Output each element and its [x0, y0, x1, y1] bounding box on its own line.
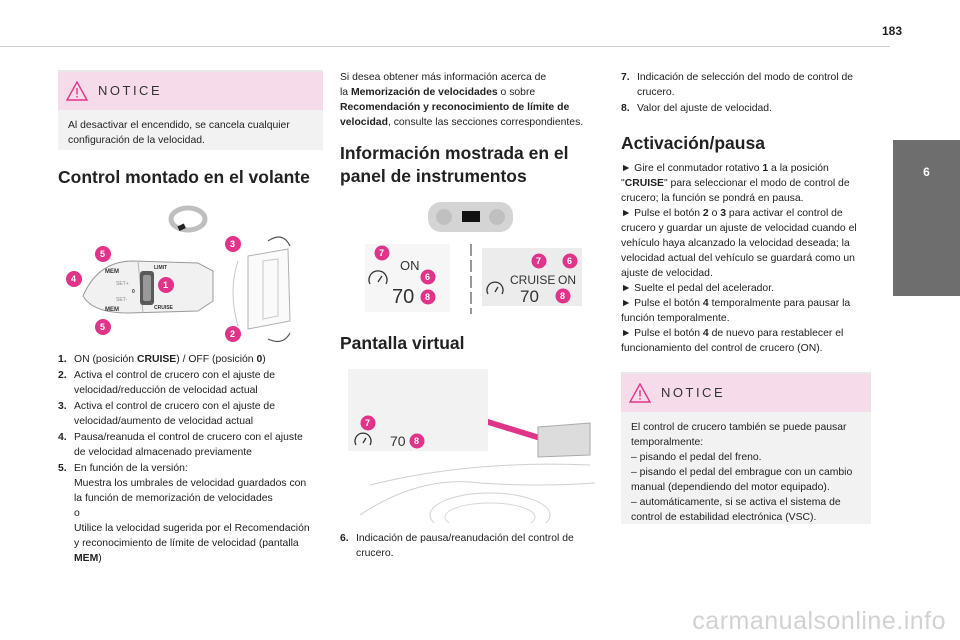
notice-line: – automáticamente, si se activa el sistema de [631, 497, 841, 508]
warning-icon [629, 383, 651, 403]
cluster-figure [340, 200, 602, 320]
activation-step-line: vehículo haya alcanzado la velocidad deseada; la [621, 238, 850, 249]
list-number: 7. [621, 72, 630, 83]
activation-step-line: ► Gire el conmutador rotativo 1 a la posición [621, 163, 829, 174]
hud-set-speed: 70 [390, 433, 406, 449]
svg-text:7: 7 [365, 418, 371, 428]
column-middle [340, 70, 602, 562]
list-text: Pausa/reanuda el control de crucero con el ajuste [74, 432, 303, 443]
set-speed-right: 70 [520, 287, 539, 306]
limit-label: LIMIT [154, 265, 168, 271]
list-text: Activa el control de crucero con el ajuste de [74, 370, 275, 381]
controls-list [58, 352, 323, 566]
list-number: 5. [58, 463, 67, 474]
section-heading: Activación/pausa [621, 133, 765, 153]
activation-step-line: velocidad actual del vehículo se guardará como un [621, 253, 855, 264]
callout-6-left [421, 270, 436, 285]
notice-line: El control de crucero también se puede pausar [631, 422, 847, 433]
list-text: crucero. [637, 87, 675, 98]
cruise-label: CRUISE [154, 305, 173, 311]
mem-label-top: MEM [105, 269, 119, 275]
chapter-number: 6 [923, 165, 930, 179]
intro-line: velocidad, consulte las secciones correspondientes. [340, 117, 584, 128]
intro-line: Si desea obtener más información acerca de [340, 72, 547, 83]
stalk-figure [58, 201, 323, 346]
list-text: Utilice la velocidad sugerida por el Recomendación [74, 523, 310, 534]
list-text: Indicación de pausa/reanudación del control de [356, 533, 574, 544]
activation-step-line: funcionamiento del control de crucero (ON). [621, 343, 823, 354]
svg-text:4: 4 [71, 274, 77, 284]
notice-body [621, 412, 871, 535]
svg-text:2: 2 [230, 329, 236, 339]
zero-label: 0 [132, 289, 135, 295]
svg-text:8: 8 [414, 436, 420, 446]
watermark: carmanualsonline.info [692, 607, 946, 635]
list-number: 3. [58, 401, 67, 412]
callout-8-hud [410, 434, 425, 449]
chapter-title: Conducción [913, 331, 928, 400]
callout-5-bottom [95, 319, 111, 335]
list-text: ON (posición CRUISE) / OFF (posición 0) [74, 354, 266, 365]
column-left [58, 70, 323, 567]
steering-stalk-illustration [58, 201, 323, 346]
list-text: En función de la versión: [74, 463, 188, 474]
instrument-cluster-illustration [340, 200, 602, 320]
cruise-mode-right: CRUISE [510, 273, 556, 287]
callout-8-left [421, 290, 436, 305]
activation-step-line: crucero y guardar un ajuste de velocidad cuando el [621, 223, 857, 234]
svg-text:6: 6 [567, 256, 573, 266]
list-text: velocidad/reducción de velocidad actual [74, 385, 258, 396]
notice-line: – pisando el pedal del freno. [631, 452, 762, 463]
stalk-side-view [233, 237, 290, 341]
list-text: crucero. [356, 548, 394, 559]
list-item [58, 430, 323, 460]
notice-line: control de estabilidad electrónica (VSC). [631, 512, 817, 523]
list-text: Activa el control de crucero con el ajuste de [74, 401, 275, 412]
callout-4 [66, 271, 82, 287]
warning-icon [66, 81, 88, 101]
callout-7-hud [361, 416, 376, 431]
intro-line: la Memorización de velocidades o sobre [340, 87, 536, 98]
list-item [58, 461, 323, 566]
svg-text:8: 8 [425, 292, 431, 302]
chapter-tab[interactable] [893, 140, 960, 400]
list-number: 2. [58, 370, 67, 381]
activation-step-line: ajuste de velocidad. [621, 268, 713, 279]
section-heading: Control montado en el volante [58, 167, 310, 187]
callout-8-right [556, 289, 571, 304]
list-text: Valor del ajuste de velocidad. [637, 103, 772, 114]
column-right [621, 70, 871, 524]
indicator-list [340, 531, 602, 561]
svg-text:3: 3 [230, 239, 236, 249]
notice-title: NOTICE [661, 385, 726, 400]
notice-line: Al desactivar el encendido, se cancela cualquier [68, 120, 290, 131]
activation-step-line: ► Pulse el botón 4 temporalmente para pausar la [621, 298, 851, 309]
list-number: 4. [58, 432, 67, 443]
callout-1 [158, 277, 174, 293]
list-number: 8. [621, 103, 630, 114]
list-text: Muestra los umbrales de velocidad guardados con [74, 478, 307, 489]
svg-text:6: 6 [425, 272, 431, 282]
notice-line: manual (dependiendo del motor equipado). [631, 482, 830, 493]
callout-5-top [95, 246, 111, 262]
set-speed-left: 70 [392, 286, 415, 308]
list-text: o [74, 508, 80, 519]
svg-text:8: 8 [560, 291, 566, 301]
steering-wheel-icon [171, 208, 205, 231]
list-text: MEM) [74, 553, 102, 564]
activation-step-line: función temporalmente. [621, 313, 730, 324]
callout-6-right [563, 254, 578, 269]
notice-line: configuración de la velocidad. [68, 135, 205, 146]
list-text: y reconocimiento de límite de velocidad (pantalla [74, 538, 299, 549]
section-heading: Información mostrada en el panel de instrumentos [340, 143, 569, 186]
notice-box [621, 372, 871, 524]
intro-paragraph [340, 70, 602, 130]
activation-step-line: crucero; la función se pondrá en pausa. [621, 193, 804, 204]
notice-box [58, 70, 323, 150]
list-text: Indicación de selección del modo de control de [637, 72, 854, 83]
list-item [621, 101, 871, 116]
cruise-status-right: ON [558, 273, 576, 287]
callout-7-right [532, 254, 547, 269]
list-number: 6. [340, 533, 349, 544]
cruise-status-left: ON [400, 258, 420, 273]
svg-text:7: 7 [379, 248, 385, 258]
header-rule [0, 46, 890, 47]
mem-label-bottom: MEM [105, 307, 119, 313]
activation-step-line: ► Pulse el botón 2 o 3 para activar el control de [621, 208, 843, 219]
svg-text:1: 1 [163, 280, 169, 290]
activation-steps [621, 161, 871, 356]
list-item [340, 531, 602, 561]
hud-figure [340, 365, 602, 523]
activation-step-line: ► Suelte el pedal del acelerador. [621, 283, 774, 294]
cluster-icon [428, 202, 513, 232]
list-text: velocidad/aumento de velocidad actual [74, 416, 254, 427]
callout-2 [225, 326, 241, 342]
svg-text:5: 5 [100, 322, 106, 332]
notice-title: NOTICE [98, 83, 163, 98]
intro-line: Recomendación y reconocimiento de límite de [340, 102, 570, 113]
callout-7-left [375, 246, 390, 261]
indicator-list [621, 70, 871, 116]
activation-step-line: "CRUISE" para seleccionar el modo de control de [621, 178, 850, 189]
list-item [58, 352, 323, 367]
svg-text:5: 5 [100, 249, 106, 259]
list-text: la función de memorización de velocidades [74, 493, 273, 504]
activation-step-line: ► Pulse el botón 4 de nuevo para restablecer el [621, 328, 844, 339]
list-item [58, 399, 323, 429]
list-number: 1. [58, 354, 67, 365]
notice-header [621, 374, 871, 412]
svg-text:7: 7 [536, 256, 542, 266]
notice-body [58, 110, 323, 158]
section-heading: Pantalla virtual [340, 333, 465, 353]
list-item [621, 70, 871, 100]
set-minus-label: SET- [116, 297, 128, 303]
notice-header [58, 72, 323, 110]
list-text: de velocidad almacenado previamente [74, 447, 252, 458]
virtual-display-illustration [340, 365, 602, 523]
callout-3 [225, 236, 241, 252]
set-plus-label: SET+ [116, 281, 129, 287]
notice-line: temporalmente: [631, 437, 704, 448]
list-item [58, 368, 323, 398]
page-number: 183 [881, 24, 902, 38]
notice-line: – pisando el pedal del embrague con un cambio [631, 467, 853, 478]
